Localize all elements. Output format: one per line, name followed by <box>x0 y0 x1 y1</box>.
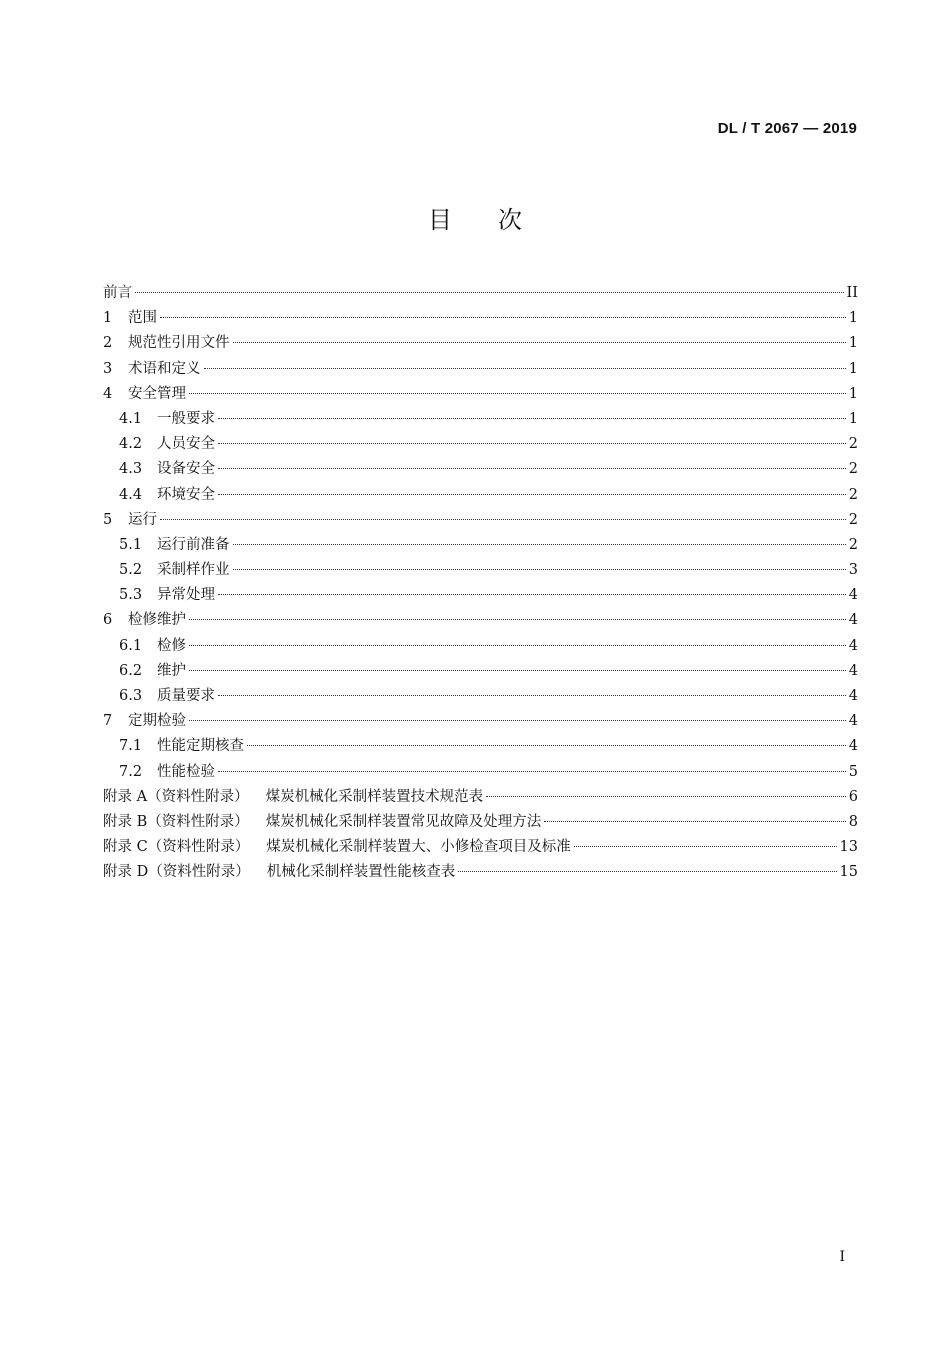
toc-leader-dots <box>458 871 836 872</box>
toc-entry-page: 2 <box>848 486 858 503</box>
toc-entry-page: 4 <box>848 738 858 755</box>
toc-entry[interactable] <box>103 357 858 382</box>
toc-appendix-entry[interactable] <box>103 835 858 860</box>
toc-leader-dots <box>247 745 846 746</box>
toc-leader-dots <box>189 645 846 646</box>
toc-entry-number: 6 <box>103 612 113 629</box>
toc-entry-number: 4.3 <box>119 461 143 478</box>
page-number: I <box>839 1249 845 1265</box>
toc-entry[interactable] <box>103 382 858 407</box>
toc-entry-page: 4 <box>848 688 858 704</box>
toc-leader-dots <box>218 771 846 772</box>
toc-entry[interactable] <box>103 533 858 558</box>
toc-leader-dots <box>218 695 846 696</box>
toc-entry-number: 6.1 <box>119 637 143 654</box>
toc-entry-number: 6.3 <box>119 688 143 704</box>
toc-entry-title: 安全管理 <box>128 385 186 402</box>
toc-entry-title: 质量要求 <box>157 688 215 704</box>
appendix-title: 煤炭机械化采制样装置技术规范表 <box>265 788 484 805</box>
toc-title: 目次 <box>428 206 568 234</box>
toc-entry-title: 运行 <box>128 511 157 528</box>
toc-appendix-entry[interactable] <box>103 810 858 835</box>
toc-entry[interactable] <box>103 634 858 659</box>
toc-entry-title: 性能定期核查 <box>157 738 244 755</box>
toc-entry[interactable] <box>103 306 858 331</box>
toc-leader-dots <box>189 720 846 721</box>
table-of-contents <box>103 281 858 886</box>
toc-entry-page: 2 <box>848 461 858 478</box>
toc-entry-number: 4.1 <box>119 410 143 427</box>
toc-entry-number: 4 <box>103 385 113 402</box>
toc-leader-dots <box>218 494 846 495</box>
appendix-label: 附录 A（资料性附录） <box>103 788 249 805</box>
toc-entry-page: 2 <box>848 511 858 528</box>
toc-entry[interactable] <box>103 331 858 356</box>
toc-entry-title: 定期检验 <box>128 713 186 730</box>
toc-entry-title: 检修维护 <box>128 612 186 629</box>
toc-leader-dots <box>204 368 846 369</box>
toc-entry-number: 6.2 <box>119 662 143 679</box>
toc-entry-page: 1 <box>848 360 858 377</box>
toc-leader-dots <box>233 544 846 545</box>
appendix-page: 15 <box>839 864 858 881</box>
toc-entry-title: 采制样作业 <box>157 562 230 579</box>
appendix-page: 6 <box>848 788 858 805</box>
toc-entry-page: 3 <box>848 562 858 579</box>
toc-leader-dots <box>135 292 844 293</box>
toc-leader-dots <box>218 443 846 444</box>
toc-entry[interactable] <box>103 684 858 709</box>
toc-entry[interactable] <box>103 457 858 482</box>
toc-entry[interactable] <box>103 407 858 432</box>
toc-entry[interactable] <box>103 709 858 734</box>
toc-entry-number: 7.1 <box>119 738 143 755</box>
toc-entry-page: 2 <box>848 436 858 453</box>
toc-entry-title: 前言 <box>103 285 132 301</box>
toc-entry[interactable] <box>103 281 858 306</box>
toc-entry-title: 异常处理 <box>157 587 215 604</box>
toc-entry-page: 1 <box>848 410 858 427</box>
appendix-title: 煤炭机械化采制样装置常见故障及处理方法 <box>265 813 542 830</box>
appendix-title: 煤炭机械化采制样装置大、小修检查项目及标准 <box>266 839 571 856</box>
toc-entry-number: 4.2 <box>119 436 143 453</box>
toc-leader-dots <box>486 796 846 797</box>
toc-leader-dots <box>233 342 846 343</box>
toc-entry-page: II <box>846 285 858 301</box>
toc-appendix-entry[interactable] <box>103 785 858 810</box>
toc-entry-title: 范围 <box>128 310 157 327</box>
toc-leader-dots <box>160 519 846 520</box>
appendix-label: 附录 B（资料性附录） <box>103 813 249 830</box>
toc-leader-dots <box>160 317 846 318</box>
toc-entry-number: 5 <box>103 511 113 528</box>
appendix-label: 附录 C（资料性附录） <box>103 839 250 856</box>
toc-leader-dots <box>189 619 846 620</box>
toc-entry-page: 1 <box>848 310 858 327</box>
toc-entry-title: 人员安全 <box>157 436 215 453</box>
toc-entry[interactable] <box>103 734 858 759</box>
appendix-title: 机械化采制样装置性能核查表 <box>266 864 456 881</box>
toc-entry-title: 环境安全 <box>157 486 215 503</box>
toc-entry-title: 设备安全 <box>157 461 215 478</box>
toc-leader-dots <box>189 670 846 671</box>
appendix-page: 13 <box>839 839 858 856</box>
toc-leader-dots <box>218 468 846 469</box>
toc-entry-number: 5.3 <box>119 587 143 604</box>
toc-entry[interactable] <box>103 608 858 633</box>
appendix-label: 附录 D（资料性附录） <box>103 864 250 881</box>
toc-entry-page: 4 <box>848 713 858 730</box>
toc-entry-number: 3 <box>103 360 113 377</box>
toc-entry-number: 7.2 <box>119 763 143 780</box>
toc-leader-dots <box>544 821 846 822</box>
toc-entry-title: 术语和定义 <box>128 360 201 377</box>
toc-entry[interactable] <box>103 659 858 684</box>
toc-entry-number: 5.1 <box>119 536 143 553</box>
toc-entry-page: 4 <box>848 637 858 654</box>
toc-entry-page: 4 <box>848 612 858 629</box>
toc-entry-page: 2 <box>848 536 858 553</box>
toc-leader-dots <box>218 418 846 419</box>
standard-code: DL / T 2067 — 2019 <box>717 120 857 137</box>
toc-entry-number: 5.2 <box>119 562 143 579</box>
toc-entry[interactable] <box>103 483 858 508</box>
toc-entry-title: 运行前准备 <box>157 536 230 553</box>
toc-appendix-entry[interactable] <box>103 860 858 885</box>
toc-entry-page: 1 <box>848 385 858 402</box>
toc-entry-page: 4 <box>848 587 858 604</box>
toc-entry-number: 7 <box>103 713 113 730</box>
toc-entry-page: 5 <box>848 763 858 780</box>
toc-leader-dots <box>233 569 846 570</box>
toc-entry[interactable] <box>103 583 858 608</box>
toc-entry-title: 一般要求 <box>157 410 215 427</box>
toc-leader-dots <box>189 393 846 394</box>
toc-entry[interactable] <box>103 558 858 583</box>
toc-entry-number: 4.4 <box>119 486 143 503</box>
toc-entry-number: 2 <box>103 335 113 352</box>
toc-leader-dots <box>574 846 837 847</box>
toc-leader-dots <box>218 594 846 595</box>
toc-entry-page: 4 <box>848 662 858 679</box>
appendix-page: 8 <box>848 813 858 830</box>
toc-entry-number: 1 <box>103 310 113 327</box>
toc-entry[interactable] <box>103 432 858 457</box>
toc-entry[interactable] <box>103 508 858 533</box>
toc-entry[interactable] <box>103 760 858 785</box>
toc-entry-page: 1 <box>848 335 858 352</box>
toc-entry-title: 检修 <box>157 637 186 654</box>
toc-entry-title: 性能检验 <box>157 763 215 780</box>
toc-entry-title: 规范性引用文件 <box>128 335 230 352</box>
toc-entry-title: 维护 <box>157 662 186 679</box>
